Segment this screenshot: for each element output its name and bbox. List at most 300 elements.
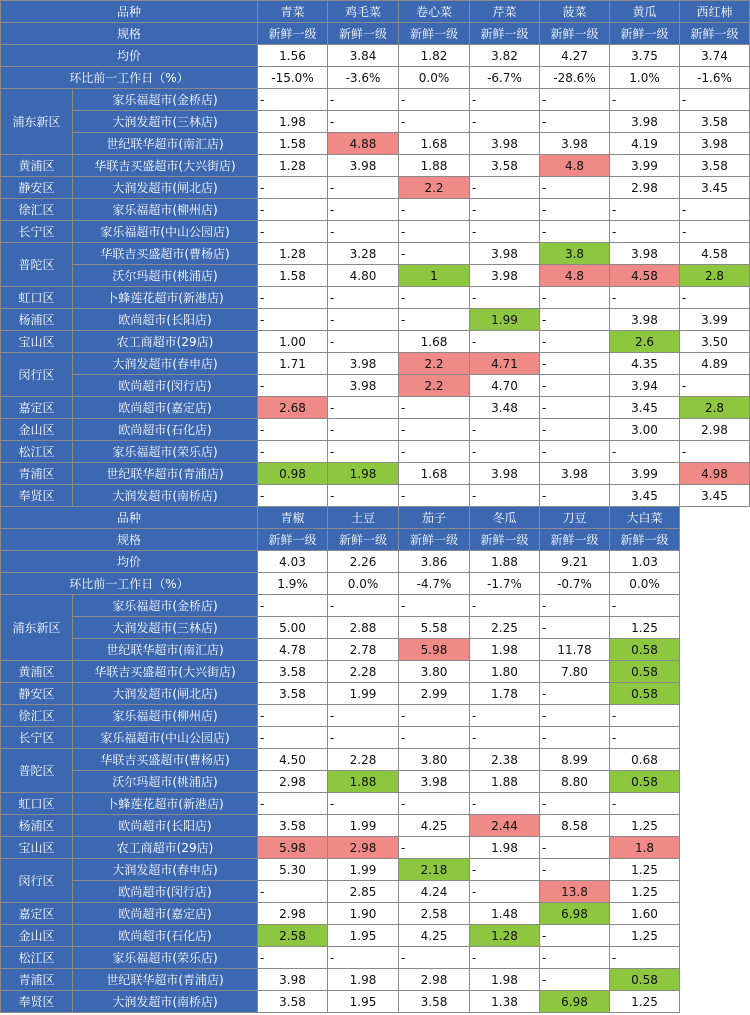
district-cell: 宝山区 [1, 837, 73, 859]
price-cell: 0.58 [610, 639, 680, 661]
table-row [1, 287, 750, 309]
vegetable-name: 黄瓜 [610, 1, 680, 23]
market-cell: 华联吉买盛超市(大兴街店) [73, 155, 258, 177]
price-cell: 4.78 [258, 639, 328, 661]
price-cell: 1.25 [610, 925, 680, 947]
price-cell: - [328, 111, 399, 133]
price-cell: 1.99 [470, 309, 540, 331]
price-cell: - [680, 221, 750, 243]
change-cell: 0.0% [399, 67, 470, 89]
change-cell: 0.0% [328, 573, 399, 595]
district-cell: 普陀区 [1, 243, 73, 287]
price-cell: - [540, 221, 610, 243]
price-cell: 3.8 [540, 243, 610, 265]
price-cell: - [399, 485, 470, 507]
market-cell: 世纪联华超市(南汇店) [73, 133, 258, 155]
price-cell: 2.98 [258, 771, 328, 793]
district-cell: 青浦区 [1, 463, 73, 485]
table-row [1, 111, 750, 133]
spec-cell: 新鲜一级 [258, 529, 328, 551]
price-cell: - [328, 793, 399, 815]
change-cell: -15.0% [258, 67, 328, 89]
vegetable-name: 刀豆 [540, 507, 610, 529]
price-cell: 2.98 [610, 177, 680, 199]
market-cell: 大润发超市(三林店) [73, 617, 258, 639]
price-cell: - [328, 89, 399, 111]
price-cell: 3.98 [399, 771, 470, 793]
price-cell: - [470, 485, 540, 507]
price-cell: - [399, 89, 470, 111]
header-row [1, 67, 750, 89]
price-cell: 2.28 [328, 661, 399, 683]
price-cell: - [680, 441, 750, 463]
price-cell: - [540, 947, 610, 969]
price-cell: 4.88 [328, 133, 399, 155]
price-cell: - [610, 221, 680, 243]
avg-price-cell: 4.27 [540, 45, 610, 67]
price-cell: 3.98 [258, 969, 328, 991]
price-cell: 3.98 [610, 243, 680, 265]
market-cell: 卜蜂莲花超市(新港店) [73, 287, 258, 309]
price-cell: 1.88 [328, 771, 399, 793]
price-cell: - [470, 595, 540, 617]
price-cell: 1.25 [610, 859, 680, 881]
spec-header: 规格 [1, 23, 258, 45]
price-cell: 2.58 [258, 925, 328, 947]
avg-price-cell: 1.82 [399, 45, 470, 67]
price-cell: 1.90 [328, 903, 399, 925]
price-cell: 2.38 [470, 749, 540, 771]
table-row [1, 639, 750, 661]
price-cell: - [540, 309, 610, 331]
price-cell: - [258, 793, 328, 815]
price-cell: - [610, 287, 680, 309]
district-cell: 宝山区 [1, 331, 73, 353]
market-cell: 农工商超市(29店) [73, 331, 258, 353]
price-cell: - [258, 485, 328, 507]
table-row [1, 617, 750, 639]
district-cell: 嘉定区 [1, 903, 73, 925]
change-cell: -0.7% [540, 573, 610, 595]
change-cell: -28.6% [540, 67, 610, 89]
price-cell: 2.98 [399, 969, 470, 991]
price-cell: 1.60 [610, 903, 680, 925]
price-cell: 1.68 [399, 463, 470, 485]
empty-cell [680, 705, 750, 727]
price-cell: - [328, 485, 399, 507]
price-cell: 5.00 [258, 617, 328, 639]
price-cell: - [470, 221, 540, 243]
change-cell: -1.6% [680, 67, 750, 89]
price-cell: 1.38 [470, 991, 540, 1013]
table-row [1, 991, 750, 1013]
price-cell: 0.58 [610, 969, 680, 991]
price-cell: 3.58 [680, 155, 750, 177]
empty-cell [680, 837, 750, 859]
price-table-2 [0, 506, 750, 1013]
price-cell: 1.25 [610, 991, 680, 1013]
price-cell: 4.25 [399, 815, 470, 837]
price-cell: 3.98 [328, 353, 399, 375]
header-row [1, 529, 750, 551]
market-cell: 大润发超市(闸北店) [73, 177, 258, 199]
avg-price-cell: 3.84 [328, 45, 399, 67]
price-cell: - [399, 837, 470, 859]
table-row [1, 177, 750, 199]
table-row [1, 595, 750, 617]
price-cell: - [258, 287, 328, 309]
market-cell: 大润发超市(三林店) [73, 111, 258, 133]
vegetable-name: 芹菜 [470, 1, 540, 23]
price-cell: 2.99 [399, 683, 470, 705]
table-row [1, 89, 750, 111]
price-cell: 2.2 [399, 353, 470, 375]
price-cell: 2.98 [328, 837, 399, 859]
vegetable-name: 青椒 [258, 507, 328, 529]
price-cell: 3.58 [399, 991, 470, 1013]
price-cell: - [470, 199, 540, 221]
spec-cell: 新鲜一级 [328, 23, 399, 45]
price-cell: 3.80 [399, 661, 470, 683]
price-cell: - [328, 595, 399, 617]
price-cell: 1.98 [470, 639, 540, 661]
market-cell: 欧尚超市(长阳店) [73, 815, 258, 837]
price-cell: 1.58 [258, 133, 328, 155]
price-cell: - [610, 947, 680, 969]
price-cell: 3.50 [680, 331, 750, 353]
change-header: 环比前一工作日（%） [1, 573, 258, 595]
district-cell: 杨浦区 [1, 309, 73, 331]
market-cell: 欧尚超市(石化店) [73, 419, 258, 441]
price-cell: 3.00 [610, 419, 680, 441]
price-cell: 5.98 [399, 639, 470, 661]
price-cell: - [540, 397, 610, 419]
empty-cell [680, 947, 750, 969]
price-cell: 3.99 [680, 309, 750, 331]
market-cell: 华联吉买盛超市(曹杨店) [73, 749, 258, 771]
price-cell: 1.25 [610, 617, 680, 639]
district-cell: 普陀区 [1, 749, 73, 793]
price-cell: - [540, 925, 610, 947]
price-cell: 3.98 [540, 133, 610, 155]
variety-header: 品种 [1, 1, 258, 23]
price-cell: 6.98 [540, 991, 610, 1013]
price-cell: - [399, 793, 470, 815]
price-cell: 1.68 [399, 133, 470, 155]
price-cell: 3.99 [610, 463, 680, 485]
price-cell: 2.8 [680, 397, 750, 419]
price-cell: 3.58 [680, 111, 750, 133]
price-cell: - [540, 177, 610, 199]
price-cell: 11.78 [540, 639, 610, 661]
table-row [1, 793, 750, 815]
price-cell: 1.28 [470, 925, 540, 947]
market-cell: 欧尚超市(石化店) [73, 925, 258, 947]
price-cell: 3.98 [610, 111, 680, 133]
variety-header: 品种 [1, 507, 258, 529]
district-cell: 黄浦区 [1, 661, 73, 683]
avg-header: 均价 [1, 551, 258, 573]
price-cell: 2.68 [258, 397, 328, 419]
market-cell: 欧尚超市(闵行店) [73, 881, 258, 903]
price-cell: 3.98 [470, 463, 540, 485]
price-cell: - [680, 287, 750, 309]
price-cell: 4.35 [610, 353, 680, 375]
market-cell: 沃尔玛超市(桃浦店) [73, 771, 258, 793]
price-cell: 1.98 [328, 463, 399, 485]
price-cell: - [258, 221, 328, 243]
price-cell: - [540, 837, 610, 859]
spec-cell: 新鲜一级 [470, 23, 540, 45]
price-cell: 3.98 [470, 243, 540, 265]
price-cell: - [540, 287, 610, 309]
district-cell: 金山区 [1, 925, 73, 947]
vegetable-name: 茄子 [399, 507, 470, 529]
spec-cell: 新鲜一级 [610, 23, 680, 45]
table-row [1, 485, 750, 507]
table-row [1, 837, 750, 859]
district-cell: 松江区 [1, 441, 73, 463]
table-row [1, 815, 750, 837]
market-cell: 家乐福超市(中山公园店) [73, 727, 258, 749]
price-cell: 8.80 [540, 771, 610, 793]
price-cell: - [540, 111, 610, 133]
price-cell: 1.80 [470, 661, 540, 683]
avg-price-cell: 3.75 [610, 45, 680, 67]
empty-cell [680, 749, 750, 771]
table-row [1, 441, 750, 463]
table-row [1, 243, 750, 265]
price-cell: - [399, 309, 470, 331]
table-row [1, 155, 750, 177]
vegetable-name: 卷心菜 [399, 1, 470, 23]
price-cell: 3.45 [610, 485, 680, 507]
price-cell: 3.98 [610, 309, 680, 331]
price-cell: 3.45 [610, 397, 680, 419]
header-row [1, 551, 750, 573]
price-cell: 3.98 [470, 265, 540, 287]
price-cell: 4.8 [540, 265, 610, 287]
price-cell: 4.19 [610, 133, 680, 155]
price-cell: 0.98 [258, 463, 328, 485]
empty-cell [680, 771, 750, 793]
market-cell: 家乐福超市(柳州店) [73, 199, 258, 221]
table-row [1, 705, 750, 727]
price-cell: - [470, 859, 540, 881]
empty-cell [680, 969, 750, 991]
empty-cell [680, 595, 750, 617]
price-cell: - [328, 331, 399, 353]
price-cell: 3.98 [540, 463, 610, 485]
empty-cell [680, 859, 750, 881]
spec-cell: 新鲜一级 [258, 23, 328, 45]
price-cell: 3.48 [470, 397, 540, 419]
price-cell: - [470, 111, 540, 133]
market-cell: 农工商超市(29店) [73, 837, 258, 859]
price-cell: 3.80 [399, 749, 470, 771]
price-cell: - [610, 793, 680, 815]
avg-price-cell: 4.03 [258, 551, 328, 573]
price-cell: - [258, 441, 328, 463]
empty-cell [680, 793, 750, 815]
price-cell: - [328, 441, 399, 463]
table-row [1, 221, 750, 243]
market-cell: 世纪联华超市(青浦店) [73, 463, 258, 485]
empty-cell [680, 925, 750, 947]
price-cell: 3.98 [328, 155, 399, 177]
table-row [1, 133, 750, 155]
price-cell: 1.99 [328, 683, 399, 705]
header-row [1, 573, 750, 595]
price-cell: 1.68 [399, 331, 470, 353]
price-cell: 3.45 [680, 485, 750, 507]
price-cell: - [399, 705, 470, 727]
price-cell: - [258, 177, 328, 199]
avg-price-cell: 1.88 [470, 551, 540, 573]
price-cell: 3.98 [328, 375, 399, 397]
price-cell: - [540, 793, 610, 815]
avg-price-cell: 3.86 [399, 551, 470, 573]
price-cell: 8.58 [540, 815, 610, 837]
price-cell: 3.99 [610, 155, 680, 177]
change-cell: 1.9% [258, 573, 328, 595]
market-cell: 华联吉买盛超市(大兴街店) [73, 661, 258, 683]
price-cell: 3.98 [680, 133, 750, 155]
change-cell: 0.0% [610, 573, 680, 595]
price-cell: - [470, 89, 540, 111]
price-cell: 8.99 [540, 749, 610, 771]
spec-header: 规格 [1, 529, 258, 551]
table-row [1, 749, 750, 771]
price-cell: 1.78 [470, 683, 540, 705]
price-cell: - [540, 859, 610, 881]
price-cell: - [540, 595, 610, 617]
empty-cell [680, 903, 750, 925]
price-cell: - [470, 881, 540, 903]
price-cell: - [258, 89, 328, 111]
price-cell: - [258, 727, 328, 749]
price-cell: - [540, 89, 610, 111]
table-row [1, 683, 750, 705]
price-cell: - [680, 89, 750, 111]
price-cell: - [328, 287, 399, 309]
header-row [1, 23, 750, 45]
price-cell: 4.25 [399, 925, 470, 947]
table-row [1, 309, 750, 331]
price-cell: 2.18 [399, 859, 470, 881]
avg-price-cell: 3.82 [470, 45, 540, 67]
table-row [1, 947, 750, 969]
price-cell: - [258, 199, 328, 221]
price-cell: 1.00 [258, 331, 328, 353]
price-cell: - [610, 199, 680, 221]
spec-cell: 新鲜一级 [399, 23, 470, 45]
price-cell: - [328, 727, 399, 749]
table-row [1, 881, 750, 903]
price-cell: 1.98 [328, 969, 399, 991]
price-cell: 0.58 [610, 771, 680, 793]
price-cell: 2.28 [328, 749, 399, 771]
district-cell: 浦东新区 [1, 595, 73, 661]
price-cell: - [540, 441, 610, 463]
price-cell: 1.98 [470, 969, 540, 991]
market-cell: 华联吉买盛超市(曹杨店) [73, 243, 258, 265]
price-cell: - [610, 89, 680, 111]
table-row [1, 375, 750, 397]
table-row [1, 265, 750, 287]
table-row [1, 419, 750, 441]
table-row [1, 903, 750, 925]
price-cell: 0.68 [610, 749, 680, 771]
market-cell: 家乐福超市(中山公园店) [73, 221, 258, 243]
price-cell: 2.98 [258, 903, 328, 925]
district-cell: 奉贤区 [1, 991, 73, 1013]
price-cell: 2.8 [680, 265, 750, 287]
table-row [1, 463, 750, 485]
price-cell: 1.25 [610, 815, 680, 837]
price-cell: 2.6 [610, 331, 680, 353]
price-table-1 [0, 0, 750, 507]
price-cell: - [540, 419, 610, 441]
price-cell: - [540, 353, 610, 375]
district-cell: 长宁区 [1, 221, 73, 243]
price-cell: - [328, 705, 399, 727]
market-cell: 家乐福超市(金桥店) [73, 595, 258, 617]
district-cell: 徐汇区 [1, 705, 73, 727]
price-cell: 1.88 [399, 155, 470, 177]
district-cell: 奉贤区 [1, 485, 73, 507]
market-cell: 欧尚超市(长阳店) [73, 309, 258, 331]
price-cell: - [328, 397, 399, 419]
empty-cell [680, 507, 750, 529]
empty-cell [680, 661, 750, 683]
price-cell: - [399, 243, 470, 265]
price-cell: - [470, 177, 540, 199]
vegetable-name: 西红柿 [680, 1, 750, 23]
price-cell: - [540, 617, 610, 639]
price-cell: 3.45 [680, 177, 750, 199]
avg-price-cell: 9.21 [540, 551, 610, 573]
change-cell: 1.0% [610, 67, 680, 89]
price-cell: 1.48 [470, 903, 540, 925]
price-cell: - [328, 177, 399, 199]
district-cell: 杨浦区 [1, 815, 73, 837]
price-cell: 1.71 [258, 353, 328, 375]
market-cell: 家乐福超市(荣乐店) [73, 947, 258, 969]
price-cell: 5.58 [399, 617, 470, 639]
price-cell: - [470, 705, 540, 727]
price-cell: - [399, 199, 470, 221]
price-cell: 4.50 [258, 749, 328, 771]
table-row [1, 397, 750, 419]
price-cell: 2.88 [328, 617, 399, 639]
vegetable-name: 青菜 [258, 1, 328, 23]
price-cell: - [399, 441, 470, 463]
price-cell: 1.8 [610, 837, 680, 859]
market-cell: 欧尚超市(嘉定店) [73, 903, 258, 925]
market-cell: 欧尚超市(嘉定店) [73, 397, 258, 419]
table-row [1, 661, 750, 683]
price-cell: - [258, 595, 328, 617]
empty-cell [680, 639, 750, 661]
spec-cell: 新鲜一级 [610, 529, 680, 551]
vegetable-name: 土豆 [328, 507, 399, 529]
market-cell: 欧尚超市(闵行店) [73, 375, 258, 397]
price-cell: - [399, 419, 470, 441]
market-cell: 大润发超市(闸北店) [73, 683, 258, 705]
price-cell: 4.8 [540, 155, 610, 177]
change-header: 环比前一工作日（%） [1, 67, 258, 89]
